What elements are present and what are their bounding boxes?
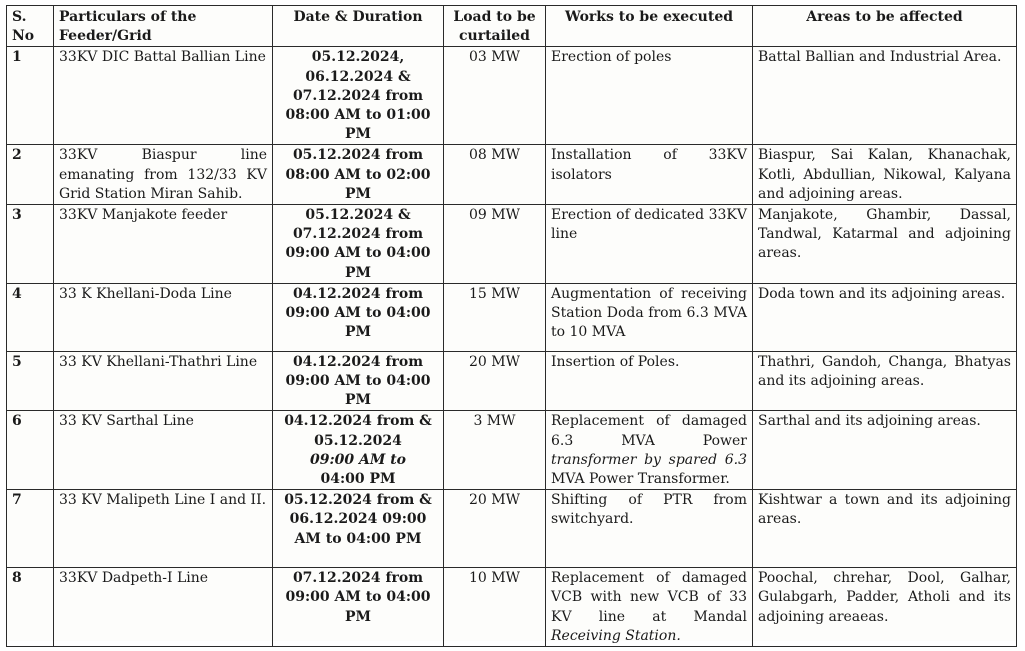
cell-date-duration: 05.12.2024 from & 06.12.2024 09:00 AM to 04:00 PM — [273, 490, 444, 568]
cell-load: 09 MW — [444, 205, 546, 284]
header-row — [7, 6, 1017, 47]
cell-areas: Thathri, Gandoh, Changa, Bhatyas and its adjoining areas. — [753, 351, 1017, 411]
time-start: 09:00 AM to — [309, 451, 407, 468]
cell-sno: 6 — [7, 411, 54, 490]
table-row — [7, 490, 1017, 568]
cell-sno: 5 — [7, 351, 54, 411]
cell-sno: 7 — [7, 490, 54, 568]
cell-areas: Poochal, chrehar, Dool, Galhar, Gulabgarh, Padder, Atholi and its adjoining areaeas. — [753, 568, 1017, 647]
cell-works: Erection of poles — [546, 47, 753, 145]
table-row — [7, 411, 1017, 490]
table-row — [7, 351, 1017, 411]
date-range: 04.12.2024 from & 05.12.2024 — [284, 413, 432, 449]
cell-sno: 1 — [7, 47, 54, 145]
cell-date-duration: 07.12.2024 from 09:00 AM to 04:00 PM — [273, 568, 444, 647]
cell-particulars: 33KV DIC Battal Ballian Line — [54, 47, 273, 145]
cell-particulars: 33KV Dadpeth-I Line — [54, 568, 273, 647]
cell-date-duration — [273, 411, 444, 490]
header-date-duration: Date & Duration — [273, 6, 444, 47]
outage-schedule-table — [6, 5, 1017, 647]
works-text-part-2: transformer by spared 6.3 — [551, 451, 747, 468]
header-areas: Areas to be affected — [753, 6, 1017, 47]
cell-works: Augmentation of receiving Station Doda from 6.3 MVA to 10 MVA — [546, 283, 753, 351]
cell-works — [546, 568, 753, 647]
cell-particulars: 33 KV Malipeth Line I and II. — [54, 490, 273, 568]
cell-particulars: 33 KV Khellani-Thathri Line — [54, 351, 273, 411]
cell-date-duration: 05.12.2024 & 07.12.2024 from 09:00 AM to 04:00 PM — [273, 205, 444, 284]
works-text-part-1: Replacement of damaged VCB with new VCB of 33 KV line at Mandal — [551, 570, 747, 625]
table-row — [7, 47, 1017, 145]
cell-particulars: 33KV Manjakote feeder — [54, 205, 273, 284]
cell-sno: 2 — [7, 145, 54, 205]
works-text-part-3: MVA Power Transformer. — [551, 471, 730, 488]
cell-works: Installation of 33KV isolators — [546, 145, 753, 205]
cell-date-duration: 04.12.2024 from 09:00 AM to 04:00 PM — [273, 283, 444, 351]
cell-works: Shifting of PTR from switchyard. — [546, 490, 753, 568]
cell-load: 10 MW — [444, 568, 546, 647]
cell-works: Insertion of Poles. — [546, 351, 753, 411]
cell-particulars: 33KV Biaspur line emanating from 132/33 KV Grid Station Miran Sahib. — [54, 145, 273, 205]
cell-sno: 4 — [7, 283, 54, 351]
works-text-part-2: Receiving Station. — [551, 627, 681, 644]
header-load-curtailed: Load to be curtailed — [444, 6, 546, 47]
cell-areas: Kishtwar a town and its adjoining areas. — [753, 490, 1017, 568]
cell-particulars: 33 K Khellani-Doda Line — [54, 283, 273, 351]
header-sno: S. No — [7, 6, 54, 47]
cell-areas: Sarthal and its adjoining areas. — [753, 411, 1017, 490]
cell-load: 3 MW — [444, 411, 546, 490]
cell-load: 20 MW — [444, 351, 546, 411]
cell-date-duration: 05.12.2024 from 08:00 AM to 02:00 PM — [273, 145, 444, 205]
works-text-part-1: Replacement of damaged 6.3 MVA Power — [551, 413, 747, 449]
table-row — [7, 145, 1017, 205]
cell-works — [546, 411, 753, 490]
cell-load: 15 MW — [444, 283, 546, 351]
cell-areas: Biaspur, Sai Kalan, Khanachak, Kotli, Abdullian, Nikowal, Kalyana and adjoining areas. — [753, 145, 1017, 205]
cell-areas: Doda town and its adjoining areas. — [753, 283, 1017, 351]
table-row — [7, 283, 1017, 351]
cell-areas: Manjakote, Ghambir, Dassal, Tandwal, Katarmal and adjoining areas. — [753, 205, 1017, 284]
cell-load: 03 MW — [444, 47, 546, 145]
cell-load: 08 MW — [444, 145, 546, 205]
time-end: 04:00 PM — [320, 471, 396, 488]
header-works: Works to be executed — [546, 6, 753, 47]
cell-sno: 3 — [7, 205, 54, 284]
header-particulars: Particulars of the Feeder/Grid — [54, 6, 273, 47]
table-row — [7, 568, 1017, 647]
cell-sno: 8 — [7, 568, 54, 647]
cell-particulars: 33 KV Sarthal Line — [54, 411, 273, 490]
cell-date-duration: 04.12.2024 from 09:00 AM to 04:00 PM — [273, 351, 444, 411]
cell-areas: Battal Ballian and Industrial Area. — [753, 47, 1017, 145]
table-row — [7, 205, 1017, 284]
cell-load: 20 MW — [444, 490, 546, 568]
outage-schedule-sheet — [6, 5, 1016, 644]
cell-works: Erection of dedicated 33KV line — [546, 205, 753, 284]
cell-date-duration: 05.12.2024, 06.12.2024 & 07.12.2024 from 08:00 AM to 01:00 PM — [273, 47, 444, 145]
